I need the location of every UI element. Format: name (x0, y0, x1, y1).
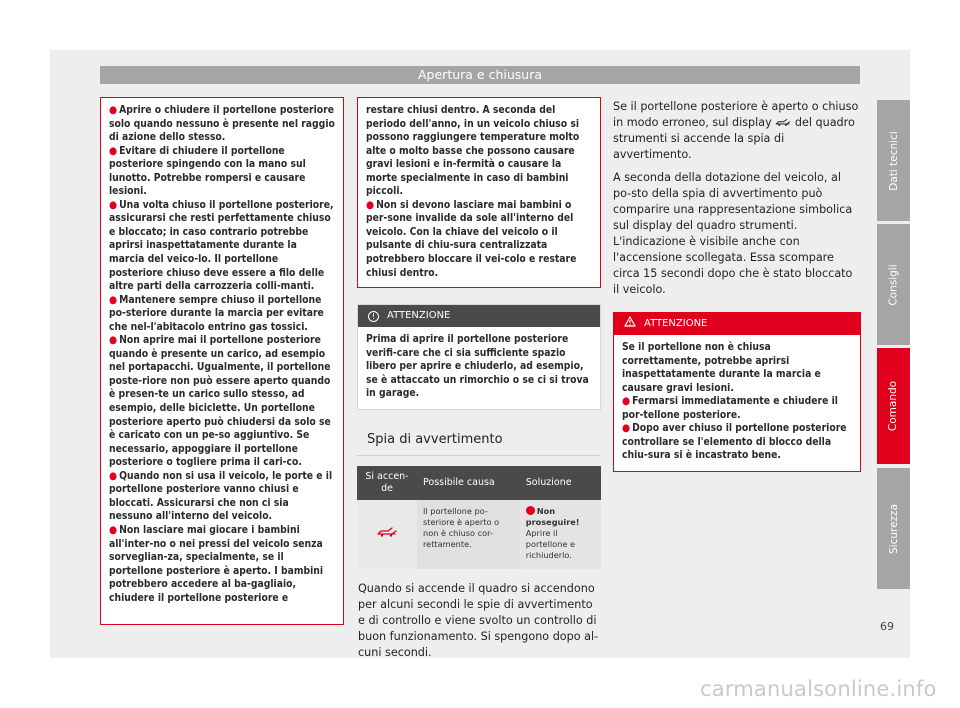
attention-body (614, 335, 860, 471)
list-item: ● Non lasciare mai giocare i bambini all'inter-no o nei pressi del veicolo senza sorveglian-za, specialmente, se il portellone posteriore è aperto. I bambini potrebbero accedere al ba-gagliaio, chiudere il portellone posteriore e (109, 523, 324, 604)
body-paragraph: Se il portellone posteriore è aperto o chiuso in modo erroneo, sul display del quadro strumenti si accende la spia di avvertimento. (613, 100, 859, 161)
table-header-row (357, 466, 601, 500)
bullet-icon: ● (109, 293, 118, 306)
bullet-icon: ● (109, 104, 118, 116)
table-header-cell: Soluzione (520, 466, 601, 500)
tab-sicurezza[interactable]: Sicurezza (877, 468, 910, 589)
warning-end-box (357, 97, 601, 288)
list-item: ● Quando non si usa il veicolo, le porte e il portellone posteriore vanno chiusi e bloccati. Assicurarsi che non ci sia nessuno all'interno del veicolo. (109, 469, 333, 523)
bullet-icon: ● (622, 422, 631, 435)
bullet-icon: ● (109, 144, 118, 157)
stop-label: Non proseguire! (525, 505, 580, 527)
page-number: 69 (880, 620, 894, 633)
warning-continuation-box (100, 97, 344, 625)
bullet-icon: ● (109, 469, 118, 482)
car-tailgate-open-icon (775, 118, 791, 127)
bullet-icon: ● (366, 198, 375, 211)
column-left (100, 97, 344, 625)
stop-icon (526, 506, 535, 515)
column-right (613, 97, 861, 472)
attention-box-critical (613, 312, 861, 472)
list-item: ● Aprire o chiudere il portellone posteriore solo quando nessuno è presente nel raggio di azione dello stesso. (109, 104, 335, 144)
tab-comando[interactable]: Comando (877, 348, 910, 464)
list-item: ● Non si devono lasciare mai bambini o per-sone invalide da sole all'interno del veicolo. Con la chiave del veicolo o il pulsante di chiu-sura centralizzata potrebbero bloccare il vei-colo e restare chiusi dentro. (366, 198, 577, 279)
list-item: ● Non aprire mai il portellone posteriore quando è presente un carico, ad esempio nel portapacchi. Ugualmente, il portellone poste-riore non può essere aperto quando è presen-te un carico sullo stesso, ad esempio, delle biciclette. Un portellone posteriore aperto può chiudersi da solo se è caricato con un pe-so aggiuntivo. Se necessario, appoggiare il portellone posteriore o togliere prima il cari-co. (109, 334, 331, 469)
list-item: ● Una volta chiuso il portellone posteriore, assicurarsi che resti perfettamente chiuso e bloccato; in caso contrario potrebbe aprirsi inaspettatamente durante la marcia del veico-lo. Il portellone posteriore chiuso deve essere a filo delle altre parti della carrozzeria colli-manti. (109, 198, 334, 293)
section-title: Spia di avvertimento (367, 431, 503, 447)
column-middle (357, 97, 601, 661)
tab-consigli[interactable]: Consigli (877, 224, 910, 345)
table-cell-icon (357, 500, 417, 569)
table-header-cell: Si accen-de (357, 466, 417, 500)
attention-intro: Se il portellone non è chiusa correttamente, potrebbe aprirsi inaspettatamente durante la marcia e causare gravi lesioni. (622, 341, 821, 394)
list-item: ● Evitare di chiudere il portellone posteriore spingendo con la mano sul lunotto. Potrebbe rompersi e causare lesioni. (109, 144, 306, 198)
attention-text: Prima di aprire il portellone posteriore verifi-care che ci sia sufficiente spazio libero per aprire e chiuderlo, ad esempio, se è attaccato un rimorchio o se ci si trova in garage. (366, 333, 589, 400)
list-item: ● Fermarsi immediatamente e chiudere il por-tellone posteriore. (622, 395, 838, 421)
table-cell-cause: Il portellone po-steriore è aperto o non è chiuso cor-rettamente. (417, 500, 520, 569)
body-paragraph: A seconda della dotazione del veicolo, al po-sto della spia di avvertimento può comparire una rappresentazione simbolica sul display del quadro strumenti. L'indicazione è visibile anche con l'accensione scollegata. Essa scompare circa 15 secondi dopo che è stato bloccato il veicolo. (613, 171, 853, 296)
list-item: ● Dopo aver chiuso il portellone posteriore controllare se l'elemento di blocco della chiu-sura si è incastrato bene. (622, 422, 847, 462)
bullet-icon: ● (109, 198, 118, 211)
attention-box (357, 304, 601, 410)
continuation-text: restare chiusi dentro. A seconda del periodo dell'anno, in un veicolo chiuso si possono raggiungere temperature molto alte o molto basse che possono causare gravi lesioni e in-fermità o causare la morte specialmente in caso di bambini piccoli. (366, 104, 580, 198)
section-divider (357, 455, 601, 456)
tab-dati-tecnici[interactable]: Dati tecnici (877, 100, 910, 221)
table-row (357, 500, 601, 569)
attention-header: ATTENZIONE (614, 313, 860, 335)
solution-text: Aprire il portellone e richiuderlo. (525, 527, 575, 560)
attention-header: ! ATTENZIONE (358, 305, 600, 327)
watermark: carmanualsonline.info (700, 677, 937, 701)
car-tailgate-open-icon (377, 526, 397, 538)
list-item: ● Mantenere sempre chiuso il portellone po-steriore durante la marcia per evitare che nel-l'abitacolo entrino gas tossici. (109, 293, 324, 333)
body-paragraph: Quando si accende il quadro si accendono per alcuni secondi le spie di avvertimento e di controllo e viene svolto un controllo di buon funzionamento. Si spengono dopo al-cuni secondi. (358, 581, 599, 659)
bullet-icon: ● (109, 523, 118, 536)
section-header: Apertura e chiusura (100, 66, 860, 84)
warning-triangle-icon (624, 316, 636, 327)
table-header-cell: Possibile causa (417, 466, 520, 500)
info-circle-icon: ! (368, 311, 379, 322)
table-cell-solution (520, 500, 601, 569)
warning-light-table (357, 466, 601, 569)
bullet-icon: ● (109, 334, 118, 347)
bullet-icon: ● (622, 395, 631, 408)
